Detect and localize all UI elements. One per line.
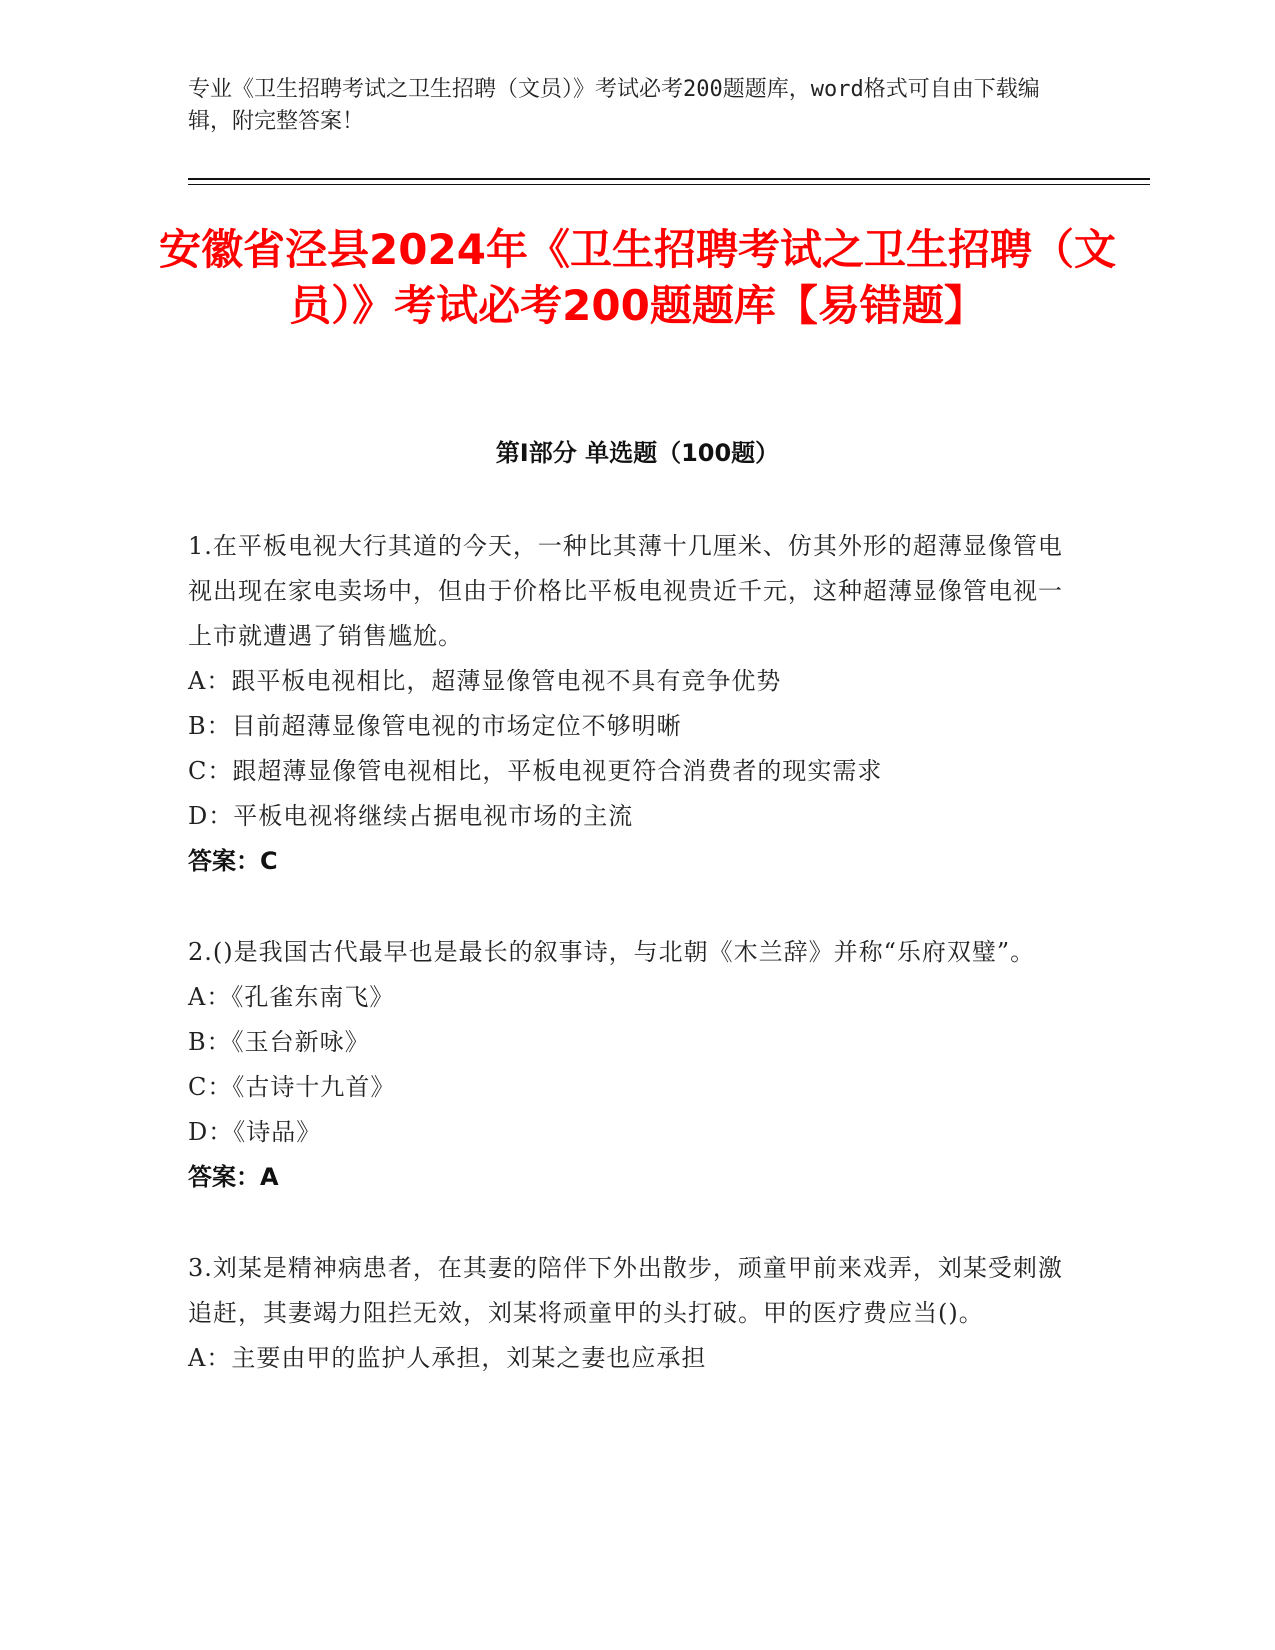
section-title: 第I部分 单选题（100题） <box>495 439 780 467</box>
question-2 <box>188 930 1068 1200</box>
option-b: B：目前超薄显像管电视的市场定位不够明晰 <box>188 712 682 740</box>
option-c: C：跟超薄显像管电视相比，平板电视更符合消费者的现实需求 <box>188 757 883 785</box>
option-d: D：《诗品》 <box>188 1118 322 1146</box>
answer-key: 答案：C <box>188 847 278 875</box>
header-divider-thin <box>188 184 1150 185</box>
question-stem: 3.刘某是精神病患者，在其妻的陪伴下外出散步，顽童甲前来戏弄，刘某受刺激追赶，其妻竭力阻拦无效，刘某将顽童甲的头打破。甲的医疗费应当()。 <box>188 1254 1063 1327</box>
document-title: 安徽省泾县2024年《卫生招聘考试之卫生招聘（文员）》考试必考200题题库【易错题】 <box>159 225 1116 330</box>
header-note: 专业《卫生招聘考试之卫生招聘（文员）》考试必考200题题库，word格式可自由下载编辑，附完整答案！ <box>188 77 1040 134</box>
question-stem: 2.()是我国古代最早也是最长的叙事诗，与北朝《木兰辞》并称“乐府双璧”。 <box>188 938 1036 966</box>
answer-key: 答案：A <box>188 1163 279 1191</box>
question-3 <box>188 1246 1068 1381</box>
option-d: D：平板电视将继续占据电视市场的主流 <box>188 802 634 830</box>
question-list <box>188 524 1068 1427</box>
option-c: C：《古诗十九首》 <box>188 1073 396 1101</box>
option-a: A：《孔雀东南飞》 <box>188 983 395 1011</box>
question-stem: 1.在平板电视大行其道的今天，一种比其薄十几厘米、仿其外形的超薄显像管电视出现在家电卖场中，但由于价格比平板电视贵近千元，这种超薄显像管电视一上市就遭遇了销售尴尬。 <box>188 532 1063 650</box>
question-1 <box>188 524 1068 884</box>
option-a: A：主要由甲的监护人承担，刘某之妻也应承担 <box>188 1344 707 1372</box>
header-divider-thick <box>188 178 1150 180</box>
option-b: B：《玉台新咏》 <box>188 1028 370 1056</box>
option-a: A：跟平板电视相比，超薄显像管电视不具有竞争优势 <box>188 667 782 695</box>
